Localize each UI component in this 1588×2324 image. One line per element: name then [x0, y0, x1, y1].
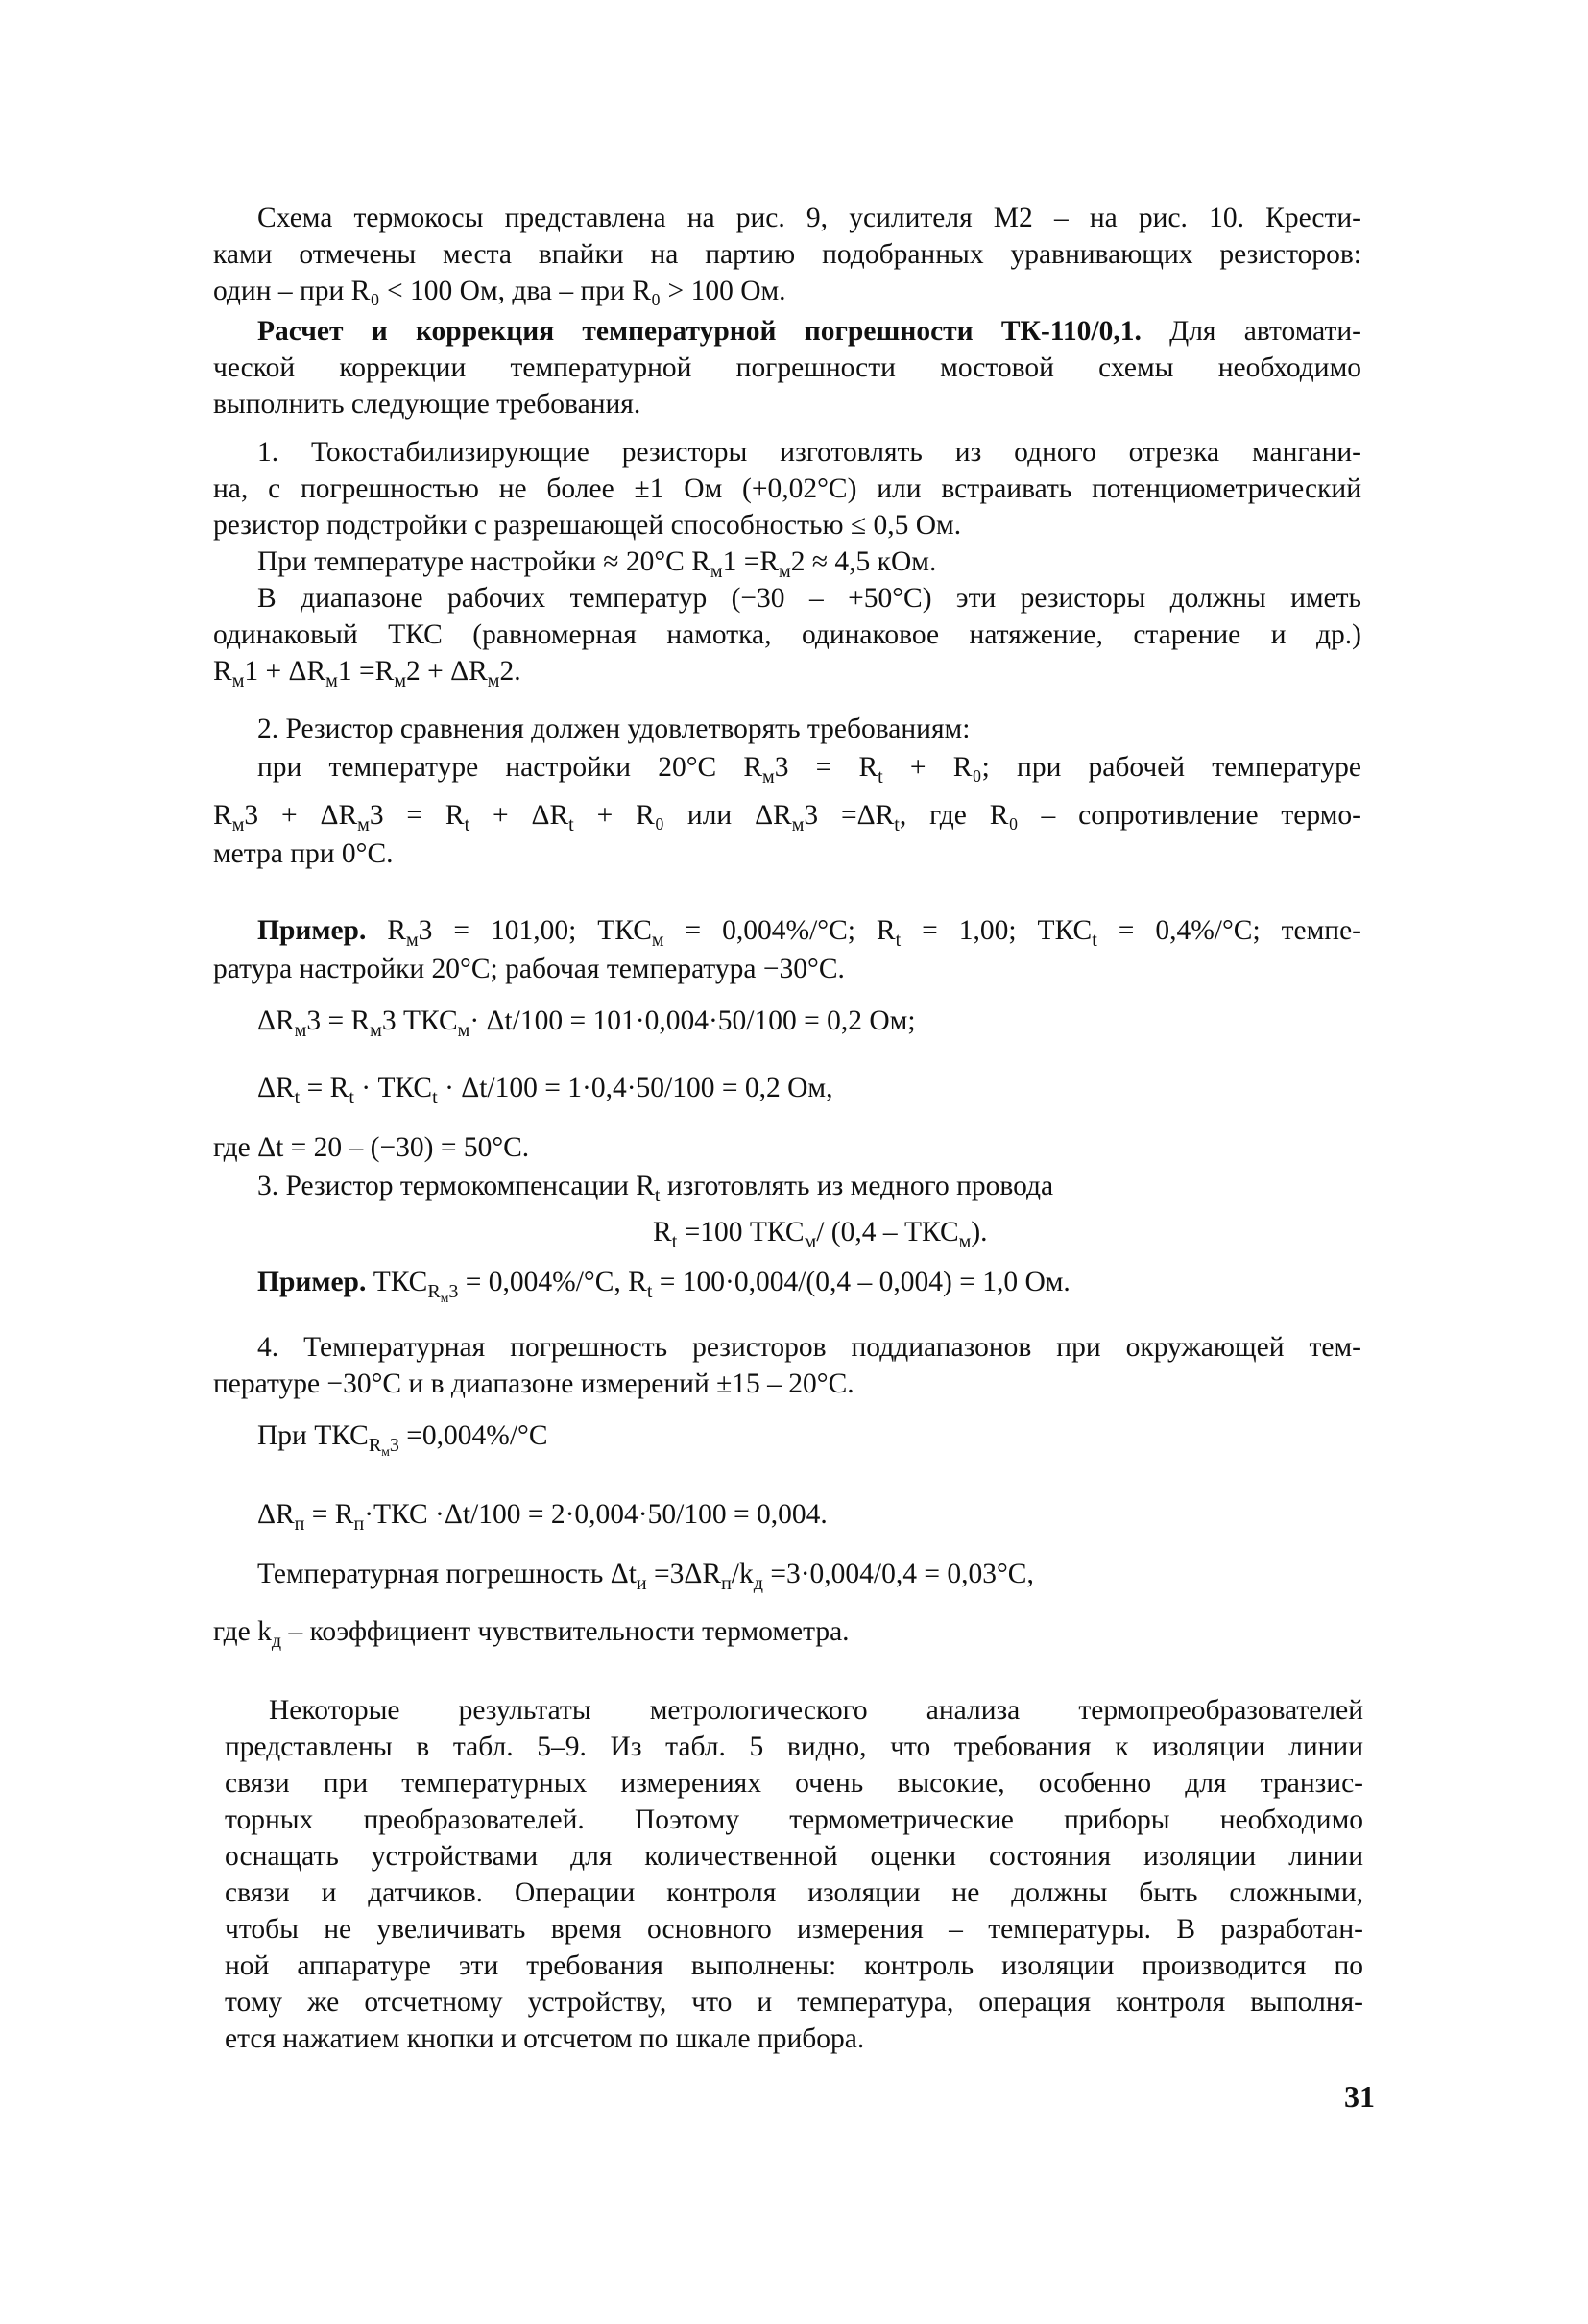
page-number: 31 — [1344, 2079, 1375, 2114]
text-line: 4. Температурная погрешность резисторов поддиапазонов при окружающей тем- — [257, 1332, 1361, 1363]
text-line: чтобы не увеличивать время основного измерения – температуры. В разработан- — [225, 1914, 1363, 1945]
formula-line: $\Delta R_t = R_t \cdot ТКС_t \cdot \Delta t/100 = 1\cdot 0,4\cdot 50/100 = 0,2$ Ом, — [257, 1073, 833, 1109]
text-line: В диапазоне рабочих температур (−30 – +50°С) эти резисторы должны иметь — [257, 583, 1361, 614]
text-line: связи при температурных измерениях очень высокие, особенно для транзис- — [225, 1768, 1363, 1799]
text-line: один – при R₀ < 100 Ом, два – при R₀ > 100 Ом. — [213, 276, 786, 306]
text-line: ками отмечены места впайки на партию подобранных уравнивающих резисторов: — [213, 239, 1361, 270]
formula-line: При $ТКС_{R_м3} =0,004\%/^\circ С$ — [257, 1420, 548, 1459]
formula-line: $\Delta R_п = R_п\cdot ТКС \cdot\Delta t/100 = 2\cdot 0,004\cdot 50/100 = 0,004$. — [257, 1499, 828, 1536]
text-line: на, с погрешностью не более ±1 Ом (+0,02°С) или встраивать потенциометрический — [213, 473, 1361, 504]
text-line: ческой коррекции температурной погрешности мостовой схемы необходимо — [213, 352, 1361, 383]
text-line: метра при 0°С. — [213, 838, 394, 869]
text-line: выполнить следующие требования. — [213, 389, 641, 420]
text-line: Схема термокосы представлена на рис. 9, усилителя М2 – на рис. 10. Крести- — [257, 203, 1361, 233]
formula-line: $R_t =100$ $ТКС_м/$ $(0,4 - ТКС_м)$. — [653, 1217, 988, 1253]
formula-line: где $k_д$ – коэффициент чувствительности термометра. — [213, 1616, 850, 1653]
text-line: 1. Токостабилизирующие резисторы изготовлять из одного отрезка мангани- — [257, 437, 1361, 468]
text-line: связи и датчиков. Операции контроля изоляции не должны быть сложными, — [225, 1877, 1363, 1908]
text-line: тому же отсчетному устройству, что и температура, операция контроля выполня- — [225, 1987, 1363, 2018]
text-line: одинаковый ТКС (равномерная намотка, одинаковое натяжение, старение и др.) — [213, 619, 1361, 650]
text-line: 2. Резистор сравнения должен удовлетворять требованиям: — [257, 714, 971, 744]
formula-line: При температуре настройки ≈ 20°С $R_м1 =R_м2 \approx 4,5$ кОм. — [257, 546, 937, 583]
section-title: Расчет и коррекция температурной погрешности ТК-110/0,1. — [257, 316, 1142, 347]
text-line: оснащать устройствами для количественной оценки состояния изоляции линии — [225, 1841, 1363, 1872]
formula-line: $R_м3 + \Delta R_м3 = R_t + \Delta R_t + R_0$ или $\Delta R_м3 =\Delta R_t$, где R₀ – сопротивление термо- — [213, 800, 1361, 836]
text-line: представлены в табл. 5–9. Из табл. 5 видно, что требования к изоляции линии — [225, 1731, 1363, 1762]
text-line: торных преобразователей. Поэтому термометрические приборы необходимо — [225, 1804, 1363, 1835]
text-line: пературе −30°С и в диапазоне измерений ±15 – 20°С. — [213, 1368, 854, 1399]
text-line: ной аппаратуре эти требования выполнены: контроль изоляции производится по — [225, 1950, 1363, 1981]
text-line: резистор подстройки с разрешающей способностью ≤ 0,5 Ом. — [213, 510, 962, 541]
text-line: Расчет и коррекция температурной погрешности ТК-110/0,1. Для автомати- — [257, 316, 1361, 347]
text-line: где Δt = 20 – (−30) = 50°С. — [213, 1132, 530, 1163]
text-line: Некоторые результаты метрологического анализа термопреобразователей — [269, 1695, 1363, 1726]
formula-line: $R_м1 + \Delta R_м1 =R_м2 + \Delta R_м2$. — [213, 656, 521, 692]
formula-line: $\Delta R_м3 = R_м3$ $ТКС_м\cdot \Delta t/100 = 101\cdot 0,004\cdot 50/100 = 0,2$ Ом; — [257, 1005, 916, 1042]
formula-line: Температурная погрешность $\Delta t_и =3\Delta R_п/k_д =3\cdot 0,004/0,4 = 0,03^\circ С$, — [257, 1559, 1034, 1595]
formula-line: 3. Резистор термокомпенсации $R_t$ изготовлять из медного провода — [257, 1171, 1054, 1207]
text-line: ется нажатием кнопки и отсчетом по шкале прибора. — [225, 2023, 865, 2054]
text-line: ратура настройки 20°С; рабочая температура −30°С. — [213, 954, 845, 984]
formula-line: Пример. $ТКС_{R_м3} = 0,004\%/^\circ С$, $R_t = 100\cdot 0,004/(0,4 - 0,004) = 1,0$ Ом. — [257, 1267, 1071, 1305]
formula-line: Пример. $R_м3 = 101,00$; $ТКС_м = 0,004\%/^\circ С$; $R_t = 1,00$; $ТКС_t = 0,4\%/^\circ С$; темпе- — [257, 915, 1361, 952]
formula-line: при температуре настройки 20°С $R_м3 = R_t + R_0$; при рабочей температуре — [257, 752, 1361, 788]
